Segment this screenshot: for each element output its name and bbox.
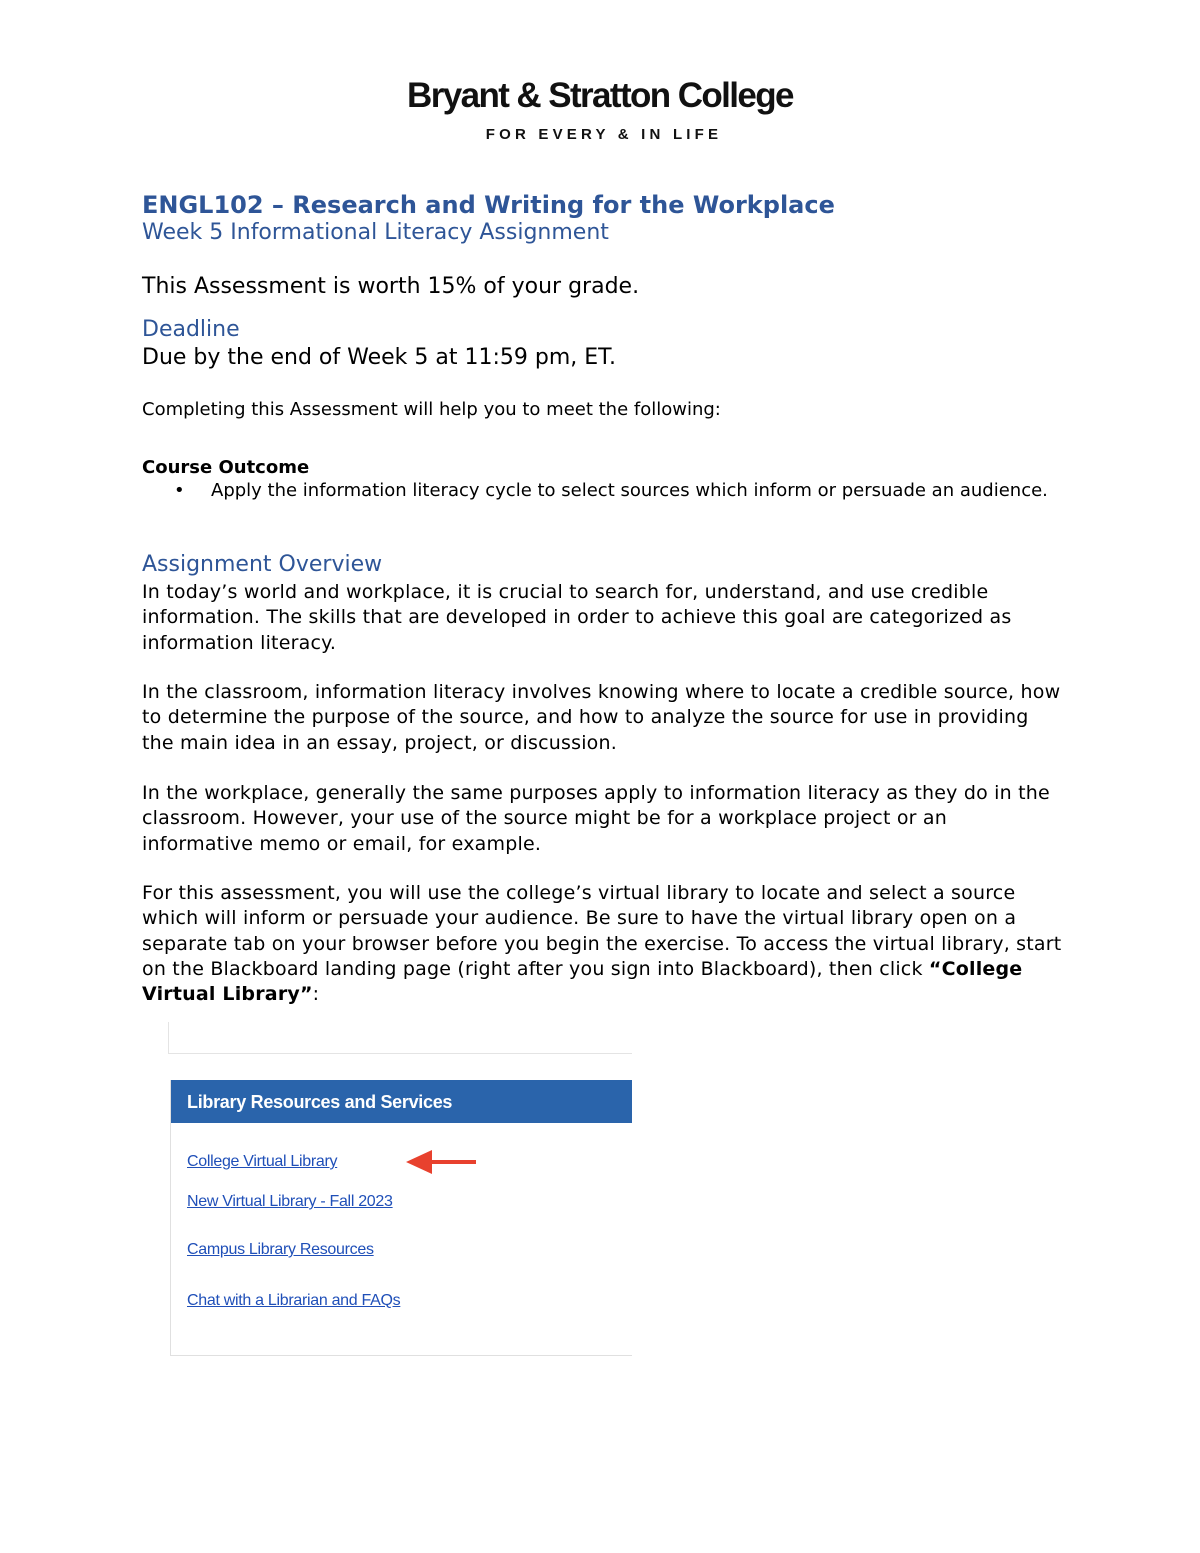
college-virtual-library-link[interactable]: College Virtual Library	[187, 1153, 338, 1170]
library-resources-panel	[170, 1080, 632, 1356]
screenshot-top-bar	[168, 1022, 632, 1054]
assignment-title: Week 5 Informational Literacy Assignment	[142, 220, 609, 245]
campus-library-resources-link[interactable]: Campus Library Resources	[187, 1241, 374, 1258]
grade-weight: This Assessment is worth 15% of your grade.	[142, 274, 640, 299]
arrow-head	[406, 1150, 432, 1174]
overview-paragraph: In the classroom, information literacy involves knowing where to locate a credible source, how to determine the purpose of the source, and how to analyze the source for use in providing the main idea in an essay, project, or discussion.	[142, 681, 1061, 754]
course-outcome-item: Apply the information literacy cycle to select sources which inform or persuade an audience.	[211, 480, 1048, 501]
college-name: Bryant & Stratton College	[407, 76, 793, 115]
instruction-colon: :	[312, 983, 320, 1006]
deadline-heading: Deadline	[142, 317, 240, 342]
panel-header: Library Resources and Services	[171, 1080, 632, 1123]
bullet-icon: •	[174, 480, 185, 501]
new-virtual-library-link[interactable]: New Virtual Library - Fall 2023	[187, 1193, 393, 1210]
course-outcome-heading: Course Outcome	[142, 457, 310, 478]
instruction-emphasis: “College Virtual Library”	[142, 957, 1023, 1006]
college-logo	[0, 76, 1200, 143]
overview-paragraph: In the workplace, generally the same purposes apply to information literacy as they do in the classroom. However, your use of the source might be for a workplace project or an informative memo or email, for example.	[142, 782, 1050, 855]
overview-paragraph	[142, 881, 1062, 1007]
intro-text: Completing this Assessment will help you to meet the following:	[142, 399, 721, 420]
overview-heading: Assignment Overview	[142, 552, 383, 577]
chat-librarian-link[interactable]: Chat with a Librarian and FAQs	[187, 1292, 401, 1309]
instruction-text: For this assessment, you will use the college’s virtual library to locate and select a source which will inform or persuade your audience. Be sure to have the virtual library open on a separate tab on your browser before you begin the exercise. To access the virtual library, start on the Blackboard landing page (right after you sign into Blackboard), then click	[142, 882, 1062, 980]
library-screenshot	[142, 1022, 632, 1367]
overview-paragraph: In today’s world and workplace, it is crucial to search for, understand, and use credible information. The skills that are developed in order to achieve this goal are categorized as information literacy.	[142, 581, 1012, 654]
arrow-left-icon	[406, 1148, 478, 1178]
college-tagline: FOR EVERY & IN LIFE	[485, 126, 723, 143]
deadline-text: Due by the end of Week 5 at 11:59 pm, ET.	[142, 345, 616, 370]
course-title: ENGL102 – Research and Writing for the Workplace	[142, 191, 835, 219]
